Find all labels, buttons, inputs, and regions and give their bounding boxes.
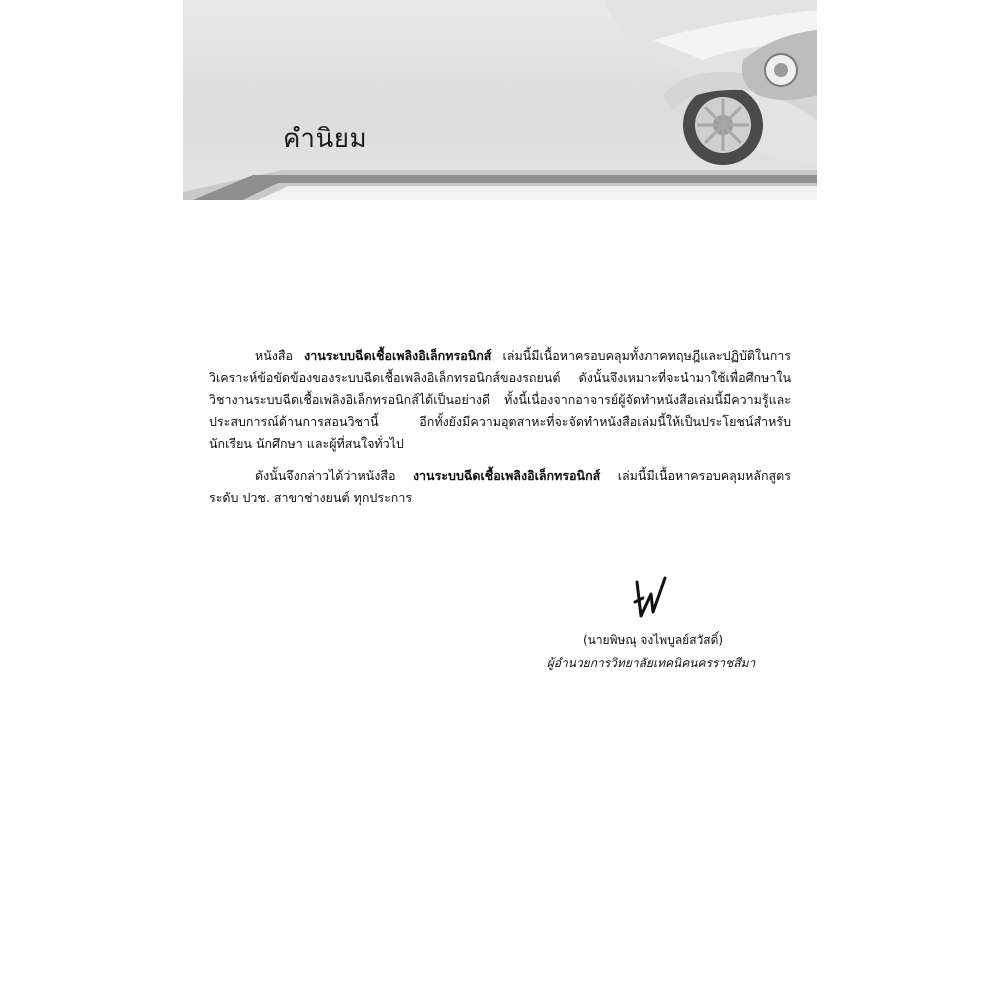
p2-lead: ดังนั้นจึงกล่าวได้ว่าหนังสือ — [255, 468, 413, 483]
p2-text: เล่มนี้มีเนื้อหาครอบคลุมหลักสูตรระดับ ปวช. สาขาช่างยนต์ ทุกประการ — [209, 468, 791, 505]
header-banner — [183, 0, 817, 200]
paragraph-1 — [209, 345, 791, 455]
paragraph-2 — [209, 465, 791, 509]
car-banner-graphic — [183, 0, 817, 200]
p1-lead: หนังสือ — [255, 348, 305, 363]
signatory-name: (นายพิษณุ จงไพบูลย์สวัสดิ์) — [582, 633, 724, 647]
p1-book-title: งานระบบฉีดเชื้อเพลิงอิเล็กทรอนิกส์ — [304, 348, 492, 363]
p2-book-title: งานระบบฉีดเชื้อเพลิงอิเล็กทรอนิกส์ — [412, 468, 601, 483]
foreword-body — [209, 345, 791, 519]
page-title: คำนิยม — [283, 124, 368, 154]
document-page — [183, 0, 817, 1000]
p1-text: เล่มนี้มีเนื้อหาครอบคลุมทั้งภาคทฤษฎีและปฏิบัติในการวิเคราะห์ข้อขัดข้องของระบบฉีดเชื้อเพลิงอิเล็กทรอนิกส์ของรถยนต์ ดังนั้นจึงเหมาะที่จะนำมาใช้เพื่อศึกษาในวิชางานระบบฉีดเชื้อเพลิงอิเล็กทรอนิกส์ได้เป็นอย่างดี ทั้งนี้เนื่องจากอาจารย์ผู้จัดทำหนังสือเล่มนี้มีความรู้และประสบการณ์ด้านการสอนวิชานี้ อีกทั้งยังมีความอุตสาหะที่จะจัดทำหนังสือเล่มนี้ให้เป็นประโยชน์สำหรับนักเรียน นักศึกษา และผู้ที่สนใจทั่วไป — [209, 348, 791, 451]
signatory-position: ผู้อำนวยการวิทยาลัยเทคนิคนครราชสีมา — [546, 656, 756, 670]
handwritten-signature — [631, 572, 671, 622]
